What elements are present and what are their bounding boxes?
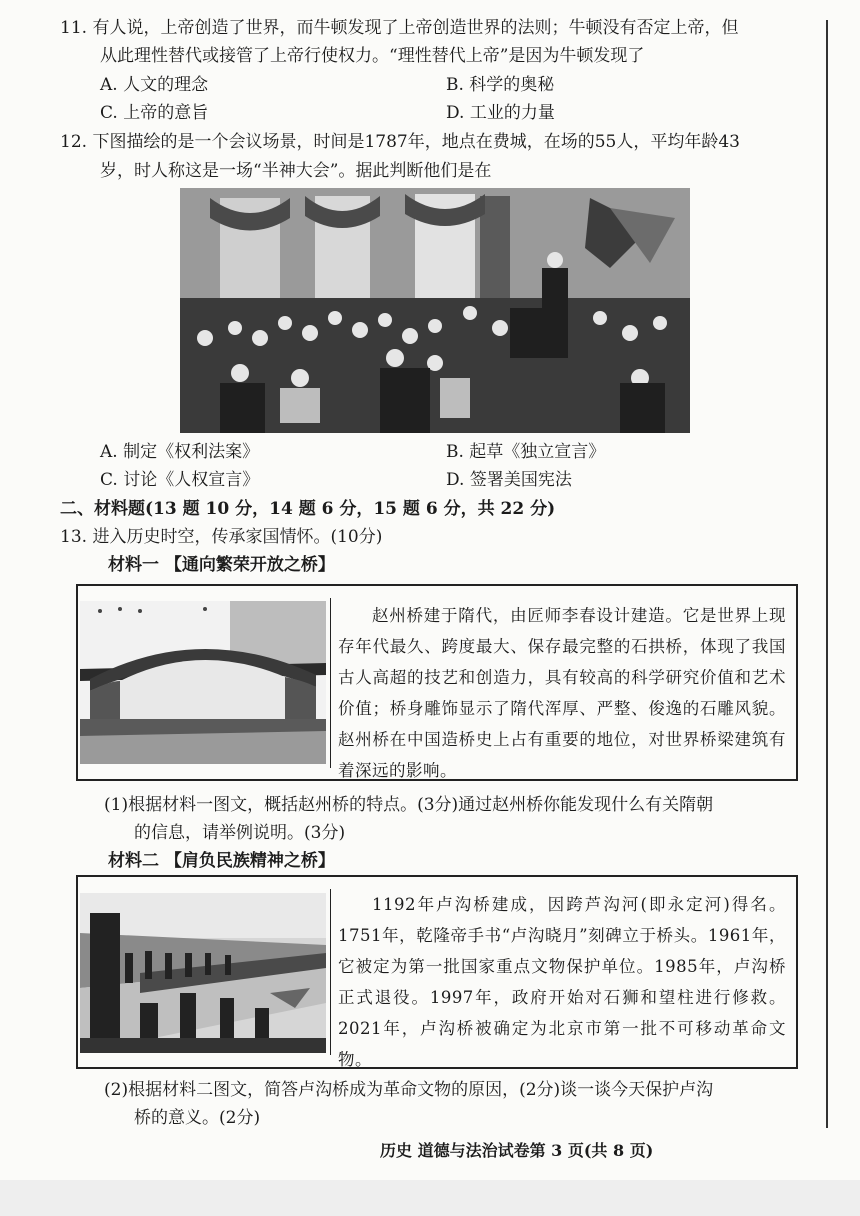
convention-painting — [180, 188, 690, 433]
q13-stem: 13. 进入历史时空，传承家国情怀。(10分) — [60, 527, 383, 547]
q11-option-d[interactable]: D. 工业的力量 — [446, 103, 555, 123]
material2-text: 1192年卢沟桥建成，因跨芦沟河(即永定河)得名。1751年，乾隆帝手书“卢沟晓月”刻碑立于桥头。1961年，它被定为第一批国家重点文物保护单位。1985年，卢沟桥正式退役。1997年，政府开始对石狮和望柱进行修救。2021年，卢沟桥被确定为北京市第一批不可移动革命文物。 — [338, 895, 786, 1069]
q11-stem-line2: 从此理性替代或接管了上帝行使权力。“理性替代上帝”是因为牛顿发现了 — [100, 46, 645, 66]
material2-divider — [330, 889, 331, 1055]
q12-stem-line1: 12. 下图描绘的是一个会议场景，时间是1787年，地点在费城，在场的55人，平均年龄43 — [60, 132, 740, 152]
q11-stem-line1: 11. 有人说，上帝创造了世界，而牛顿发现了上帝创造世界的法则；牛顿没有否定上帝，但 — [60, 18, 739, 38]
q11-option-b[interactable]: B. 科学的奥秘 — [446, 75, 555, 95]
zhaozhou-bridge-photo — [80, 601, 326, 764]
q13-sub2-line1: (2)根据材料二图文，简答卢沟桥成为革命文物的原因，(2分)谈一谈今天保护卢沟 — [104, 1080, 714, 1100]
material2-label: 材料二 【肩负民族精神之桥】 — [108, 851, 335, 871]
q12-option-a[interactable]: A. 制定《权利法案》 — [100, 442, 260, 462]
section2-title: 二、材料题(13 题 10 分，14 题 6 分，15 题 6 分，共 22 分) — [60, 499, 556, 519]
q13-sub2-line2: 桥的意义。(2分) — [134, 1108, 261, 1128]
q12-option-d[interactable]: D. 签署美国宪法 — [446, 470, 572, 490]
q12-option-b[interactable]: B. 起草《独立宣言》 — [446, 442, 606, 462]
q13-sub1-line1: (1)根据材料一图文，概括赵州桥的特点。(3分)通过赵州桥你能发现什么有关隋朝 — [104, 795, 714, 815]
q12-option-c[interactable]: C. 讨论《人权宣言》 — [100, 470, 260, 490]
q13-sub1-line2: 的信息，请举例说明。(3分) — [134, 823, 346, 843]
material1-text: 赵州桥建于隋代，由匠师李春设计建造。它是世界上现存年代最久、跨度最大、保存最完整的石拱桥，体现了我国古人高超的技艺和创造力，具有较高的科学研究价值和艺术价值；桥身雕饰显示了隋代浑厚、严整、俊逸的石雕风貌。赵州桥在中国造桥史上占有重要的地位，对世界桥梁建筑有着深远的影响。 — [338, 606, 786, 780]
material1-label: 材料一 【通向繁荣开放之桥】 — [108, 555, 335, 575]
margin-rule — [826, 20, 828, 1128]
lugou-bridge-photo — [80, 893, 326, 1053]
q11-option-a[interactable]: A. 人文的理念 — [100, 75, 209, 95]
q11-option-c[interactable]: C. 上帝的意旨 — [100, 103, 209, 123]
material1-divider — [330, 598, 331, 768]
page-footer: 历史 道德与法治试卷第 3 页(共 8 页) — [380, 1141, 654, 1160]
q12-stem-line2: 岁，时人称这是一场“半神大会”。据此判断他们是在 — [100, 161, 492, 181]
bottom-strip — [0, 1180, 860, 1216]
